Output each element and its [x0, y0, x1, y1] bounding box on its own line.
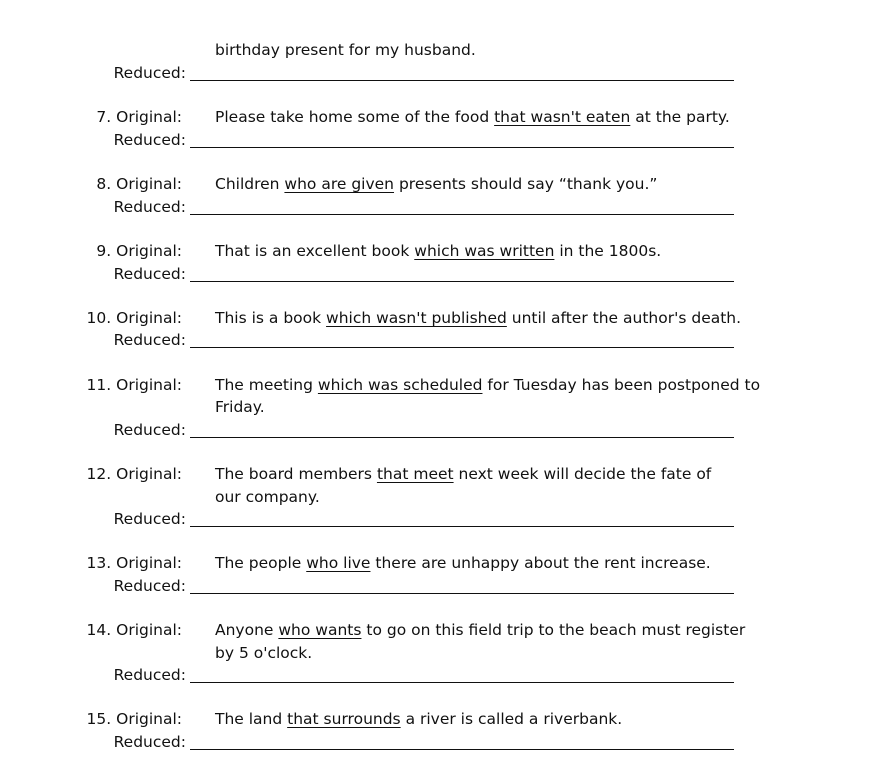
item-14-underlined-clause: who wants: [278, 621, 362, 639]
item-15-reduced-label: Reduced:: [113, 733, 186, 751]
item-13-reduced-answer-line[interactable]: [190, 593, 734, 594]
item-8-text-end: presents should say “thank you.”: [394, 175, 658, 193]
item-10-text-end: until after the author's death.: [506, 309, 742, 327]
item-7-text-start: Please take home some of the food: [215, 108, 495, 126]
item-15-original-sentence: [215, 709, 622, 729]
item-8-reduced-answer-line[interactable]: [190, 214, 734, 215]
item-11-text-end: for Tuesday has been postponed to: [482, 376, 761, 394]
item-13-number: 13. Original:: [86, 554, 182, 572]
item-14-text-start: Anyone: [215, 621, 279, 639]
item-14-original-line2: by 5 o'clock.: [215, 644, 313, 662]
item-12-number: 12. Original:: [86, 465, 182, 483]
item-11-original-line2: Friday.: [215, 398, 265, 416]
item-12-original-line2: our company.: [215, 488, 320, 506]
item-13-text-start: The people: [215, 554, 307, 572]
item-6-reduced-label: Reduced:: [113, 64, 186, 82]
item-11-underlined-clause: which was scheduled: [317, 376, 483, 394]
item-13-original-sentence: [215, 553, 711, 573]
item-7-reduced-label: Reduced:: [113, 131, 186, 149]
item-11-original-sentence: [215, 375, 760, 395]
item-9-reduced-label: Reduced:: [113, 265, 186, 283]
item-13-text-end: there are unhappy about the rent increase.: [370, 554, 711, 572]
item-8-reduced-label: Reduced:: [113, 198, 186, 216]
item-15-text-start: The land: [215, 710, 288, 728]
item-10-reduced-label: Reduced:: [113, 331, 186, 349]
item-7-reduced-answer-line[interactable]: [190, 147, 734, 148]
item-9-reduced-answer-line[interactable]: [190, 281, 734, 282]
item-9-underlined-clause: which was written: [414, 242, 555, 260]
item-12-underlined-clause: that meet: [376, 465, 454, 483]
item-6-reduced-answer-line[interactable]: [190, 80, 734, 81]
item-8-number: 8. Original:: [96, 175, 182, 193]
item-11-text-start: The meeting: [215, 376, 318, 394]
item-6-continuation: birthday present for my husband.: [215, 41, 476, 59]
item-10-underlined-clause: which wasn't published: [326, 309, 507, 327]
item-12-text-end: next week will decide the fate of: [453, 465, 712, 483]
item-12-original-sentence: [215, 464, 711, 484]
item-10-number: 10. Original:: [86, 309, 182, 327]
item-7-original-sentence: [215, 107, 730, 127]
item-14-reduced-answer-line[interactable]: [190, 682, 734, 683]
item-10-original-sentence: [215, 308, 741, 328]
item-9-text-start: That is an excellent book: [215, 242, 415, 260]
item-15-number: 15. Original:: [86, 710, 182, 728]
item-10-reduced-answer-line[interactable]: [190, 347, 734, 348]
item-13-reduced-label: Reduced:: [113, 577, 186, 595]
item-8-original-sentence: [215, 174, 657, 194]
item-11-number: 11. Original:: [86, 376, 182, 394]
item-15-text-end: a river is called a riverbank.: [400, 710, 623, 728]
item-7-text-end: at the party.: [630, 108, 730, 126]
item-13-underlined-clause: who live: [306, 554, 371, 572]
item-11-reduced-answer-line[interactable]: [190, 437, 734, 438]
item-7-underlined-clause: that wasn't eaten: [494, 108, 631, 126]
item-12-text-start: The board members: [215, 465, 377, 483]
item-10-text-start: This is a book: [215, 309, 327, 327]
item-15-underlined-clause: that surrounds: [287, 710, 401, 728]
item-8-text-start: Children: [215, 175, 285, 193]
item-9-number: 9. Original:: [96, 242, 182, 260]
item-14-reduced-label: Reduced:: [113, 666, 186, 684]
item-14-original-sentence: [215, 620, 745, 640]
item-14-number: 14. Original:: [86, 621, 182, 639]
item-14-text-end: to go on this field trip to the beach must register: [361, 621, 746, 639]
item-8-underlined-clause: who are given: [284, 175, 395, 193]
item-9-text-end: in the 1800s.: [554, 242, 662, 260]
item-7-number: 7. Original:: [96, 108, 182, 126]
item-15-reduced-answer-line[interactable]: [190, 749, 734, 750]
item-12-reduced-answer-line[interactable]: [190, 526, 734, 527]
item-11-reduced-label: Reduced:: [113, 421, 186, 439]
item-9-original-sentence: [215, 241, 661, 261]
item-12-reduced-label: Reduced:: [113, 510, 186, 528]
